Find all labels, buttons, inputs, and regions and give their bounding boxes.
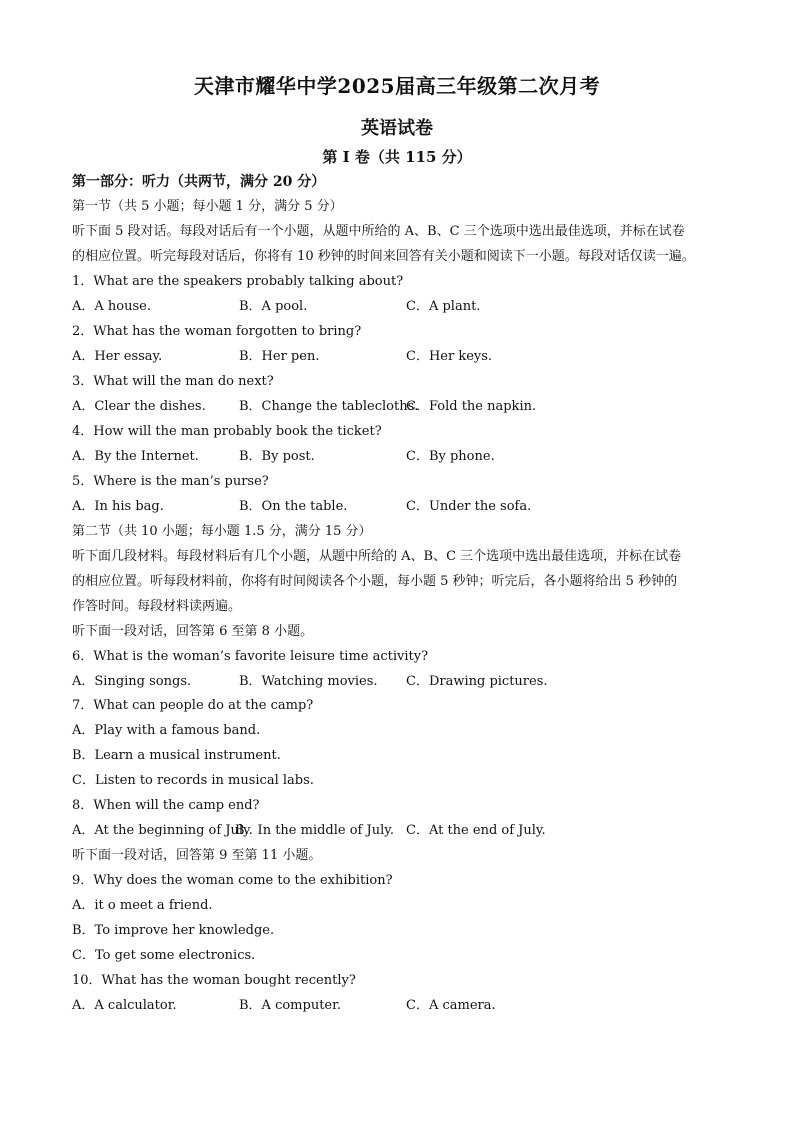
q10-option-a: A．A calculator. xyxy=(72,998,177,1013)
q8-option-b: B．In the middle of July. xyxy=(235,823,394,838)
question-7: 7．What can people do at the camp? xyxy=(72,698,314,713)
q3-option-b: B．Change the tablecloths. xyxy=(239,399,419,414)
q7-option-a: A．Play with a famous band. xyxy=(72,723,261,738)
section2-instructions-line3: 作答时间。每段材料读两遍。 xyxy=(72,599,242,614)
section2-instructions-line2: 的相应位置。听每段材料前，你将有时间阅读各个小题，每小题 5 秒钟；听完后，各小题将给出 5 秒钟的 xyxy=(72,574,678,589)
q5-option-c: C．Under the sofa. xyxy=(406,499,532,514)
q7-option-b: B．Learn a musical instrument. xyxy=(72,748,281,763)
q3-option-a: A．Clear the dishes. xyxy=(72,399,206,414)
q5-option-b: B．On the table. xyxy=(239,499,348,514)
section1-instructions-line1: 听下面 5 段对话。每段对话后有一个小题，从题中所给的 A、B、C 三个选项中选出最佳选项，并标在试卷 xyxy=(72,224,685,239)
q6-option-a: A．Singing songs. xyxy=(72,674,192,689)
question-2: 2．What has the woman forgotten to bring? xyxy=(72,324,362,339)
q9-option-c: C．To get some electronics. xyxy=(72,948,256,963)
q9-option-b: B．To improve her knowledge. xyxy=(72,923,275,938)
q4-option-a: A．By the Internet. xyxy=(72,449,199,464)
question-5: 5．Where is the man’s purse? xyxy=(72,474,269,489)
question-6: 6．What is the woman’s favorite leisure time activity? xyxy=(72,649,429,664)
q1-option-a: A．A house. xyxy=(72,299,151,314)
question-9: 9．Why does the woman come to the exhibition? xyxy=(72,873,393,888)
q10-option-c: C．A camera. xyxy=(406,998,496,1013)
q8-option-a: A．At the beginning of July. xyxy=(72,823,253,838)
volume-title: 第 I 卷（共 115 分） xyxy=(322,148,472,166)
section1-heading: 第一节（共 5 小题；每小题 1 分，满分 5 分） xyxy=(72,199,343,214)
section2-instructions-line1: 听下面几段材料。每段材料后有几个小题，从题中所给的 A、B、C 三个选项中选出最佳选项，并标在试卷 xyxy=(72,549,682,564)
q2-option-a: A．Her essay. xyxy=(72,349,163,364)
q8-option-c: C．At the end of July. xyxy=(406,823,546,838)
section1-instructions-line2: 的相应位置。听完每段对话后，你将有 10 秒钟的时间来回答有关小题和阅读下一小题。每段对话仅读一遍。 xyxy=(72,249,695,264)
question-8: 8．When will the camp end? xyxy=(72,798,260,813)
group-instruction-6-8: 听下面一段对话，回答第 6 至第 8 小题。 xyxy=(72,624,314,639)
part1-heading: 第一部分：听力（共两节，满分 20 分） xyxy=(72,174,326,190)
q10-option-b: B．A computer. xyxy=(239,998,342,1013)
question-1: 1．What are the speakers probably talking about? xyxy=(72,274,404,289)
q4-option-b: B．By post. xyxy=(239,449,315,464)
q2-option-b: B．Her pen. xyxy=(239,349,320,364)
q5-option-a: A．In his bag. xyxy=(72,499,164,514)
section2-heading: 第二节（共 10 小题；每小题 1.5 分，满分 15 分） xyxy=(72,524,372,539)
q3-option-c: C．Fold the napkin. xyxy=(406,399,537,414)
subject-title: 英语试卷 xyxy=(361,118,433,139)
q7-option-c: C．Listen to records in musical labs. xyxy=(72,773,314,788)
question-4: 4．How will the man probably book the ticket? xyxy=(72,424,382,439)
q6-option-b: B．Watching movies. xyxy=(239,674,378,689)
q4-option-c: C．By phone. xyxy=(406,449,495,464)
q6-option-c: C．Drawing pictures. xyxy=(406,674,548,689)
exam-title: 天津市耀华中学2025届高三年级第二次月考 xyxy=(193,74,601,98)
group-instruction-9-11: 听下面一段对话，回答第 9 至第 11 小题。 xyxy=(72,848,322,863)
q9-option-a: A．it o meet a friend. xyxy=(72,898,213,913)
question-3: 3．What will the man do next? xyxy=(72,374,274,389)
q1-option-b: B．A pool. xyxy=(239,299,308,314)
q2-option-c: C．Her keys. xyxy=(406,349,493,364)
q1-option-c: C．A plant. xyxy=(406,299,481,314)
question-10: 10．What has the woman bought recently? xyxy=(72,973,356,988)
